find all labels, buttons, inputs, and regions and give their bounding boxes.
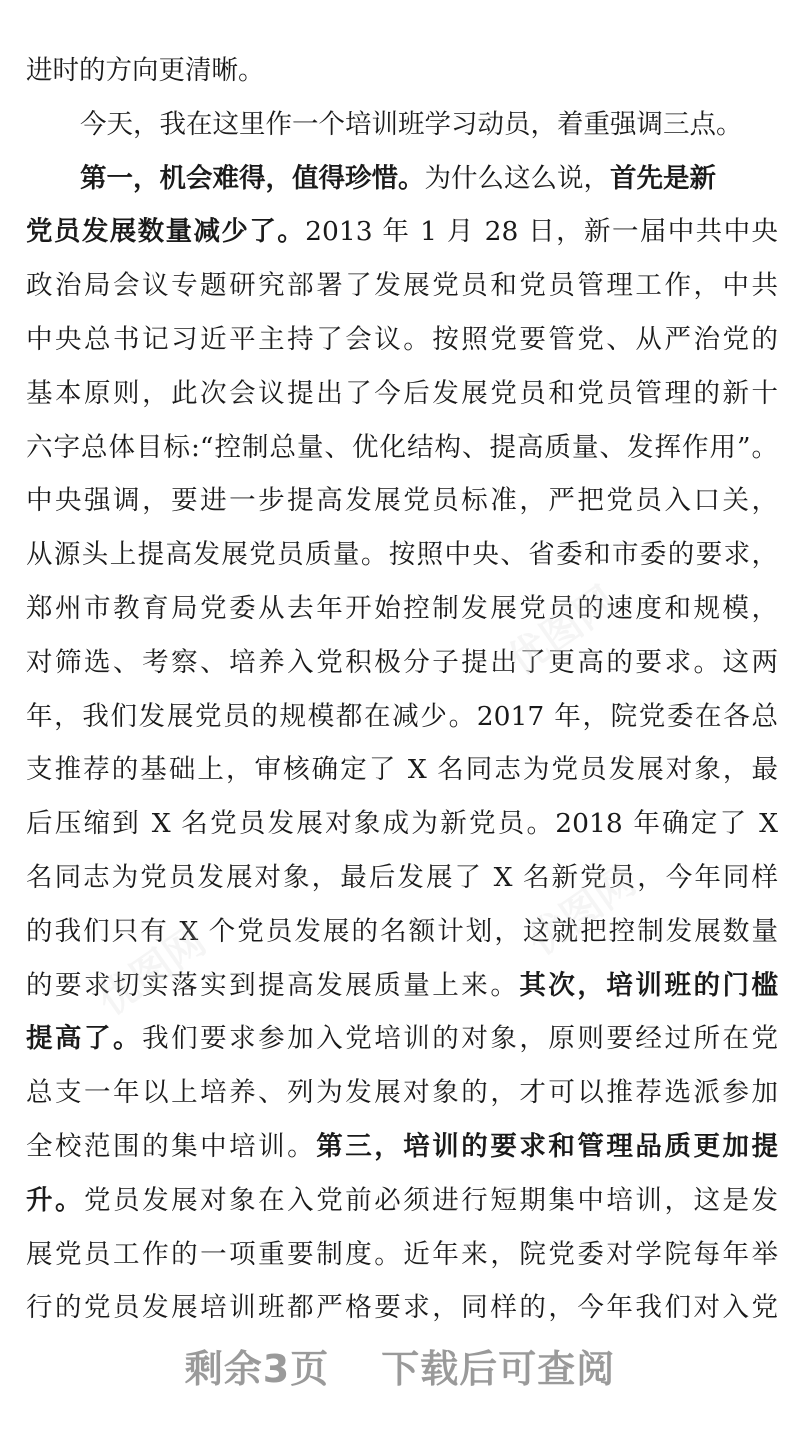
watermark: 优图网 [519, 858, 645, 965]
text-segment: 进时的方向更清晰。 [26, 55, 265, 86]
watermark: 优图网 [499, 578, 625, 685]
text-line [26, 797, 778, 851]
text-line [26, 959, 778, 1013]
text-segment: 从源头上提高发展党员质量。按照中央、省委和市委的要求， [26, 539, 778, 571]
text-segment: 我们要求参加入党培训的对象，原则要经过所在党 [142, 1023, 778, 1055]
text-segment: 六字总体目标:“控制总量、优化结构、提高质量、发挥作用”。 [26, 431, 778, 463]
bold-text-segment: 升。 [26, 1184, 85, 1216]
text-line [26, 44, 778, 98]
text-line [26, 313, 778, 367]
text-line [26, 1228, 778, 1282]
text-line [26, 152, 778, 206]
text-line [26, 1012, 778, 1066]
text-segment: 为什么这么说， [424, 162, 610, 194]
text-line [26, 690, 778, 744]
document-body [26, 44, 778, 1335]
bold-text-segment: 其次，培训班的门槛 [519, 969, 778, 1001]
text-line [26, 851, 778, 905]
text-segment: 党员发展对象在入党前必须进行短期集中培训，这是发 [84, 1184, 778, 1216]
text-segment: 后压缩到 X 名党员发展对象成为新党员。2018 年确定了 X [26, 808, 778, 840]
text-segment: 基本原则，此次会议提出了今后发展党员和党员管理的新十 [26, 377, 778, 409]
watermark: 优图网 [89, 918, 215, 1025]
text-segment: 郑州市教育局党委从去年开始控制发展党员的速度和规模， [26, 592, 778, 624]
text-line [26, 905, 778, 959]
text-segment: 政治局会议专题研究部署了发展党员和党员管理工作，中共 [26, 270, 778, 302]
text-line [26, 528, 778, 582]
text-segment: 中央总书记习近平主持了会议。按照党要管党、从严治党的 [26, 323, 778, 355]
remaining-pages-label: 剩余3页 [184, 1347, 330, 1391]
text-line [26, 421, 778, 475]
text-segment: 2013 年 1 月 28 日，新一届中共中央 [305, 216, 778, 248]
download-hint-label: 下载后可查阅 [381, 1347, 616, 1391]
text-line [26, 474, 778, 528]
text-segment: 总支一年以上培养、列为发展对象的，才可以推荐选派参加 [26, 1077, 778, 1109]
text-segment: 今天，我在这里作一个培训班学习动员，着重强调三点。 [80, 108, 743, 140]
bold-text-segment: 党员发展数量减少了。 [26, 216, 306, 248]
text-segment: 年，我们发展党员的规模都在减少。2017 年，院党委在各总 [26, 700, 778, 732]
text-line [26, 1174, 778, 1228]
text-segment: 的要求切实落实到提高发展质量上来。 [26, 969, 520, 1001]
text-line [26, 582, 778, 636]
bold-text-segment: 第三，培训的要求和管理品质更加提 [316, 1130, 778, 1162]
text-segment: 名同志为党员发展对象，最后发展了 X 名新党员，今年同样 [26, 861, 778, 893]
bold-text-segment: 提高了。 [26, 1023, 143, 1055]
text-line [26, 1281, 778, 1335]
text-segment: 支推荐的基础上，审核确定了 X 名同志为党员发展对象，最 [26, 754, 778, 786]
text-line [26, 743, 778, 797]
bold-text-segment: 首先是新 [610, 162, 716, 194]
text-segment: 行的党员发展培训班都严格要求，同样的，今年我们对入党 [26, 1292, 778, 1324]
text-segment: 中央强调，要进一步提高发展党员标准，严把党员入口关， [26, 485, 778, 517]
text-line [26, 1120, 778, 1174]
text-line [26, 636, 778, 690]
text-line [26, 205, 778, 259]
download-prompt[interactable] [0, 1338, 800, 1393]
text-line [26, 367, 778, 421]
text-line [26, 1066, 778, 1120]
bold-text-segment: 第一，机会难得，值得珍惜。 [80, 162, 425, 194]
text-segment: 对筛选、考察、培养入党积极分子提出了更高的要求。这两 [26, 646, 778, 678]
text-segment: 全校范围的集中培训。 [26, 1130, 317, 1162]
text-line [26, 98, 778, 152]
text-segment: 的我们只有 X 个党员发展的名额计划，这就把控制发展数量 [26, 915, 778, 947]
text-segment: 展党员工作的一项重要制度。近年来，院党委对学院每年举 [26, 1238, 778, 1270]
text-line [26, 259, 778, 313]
